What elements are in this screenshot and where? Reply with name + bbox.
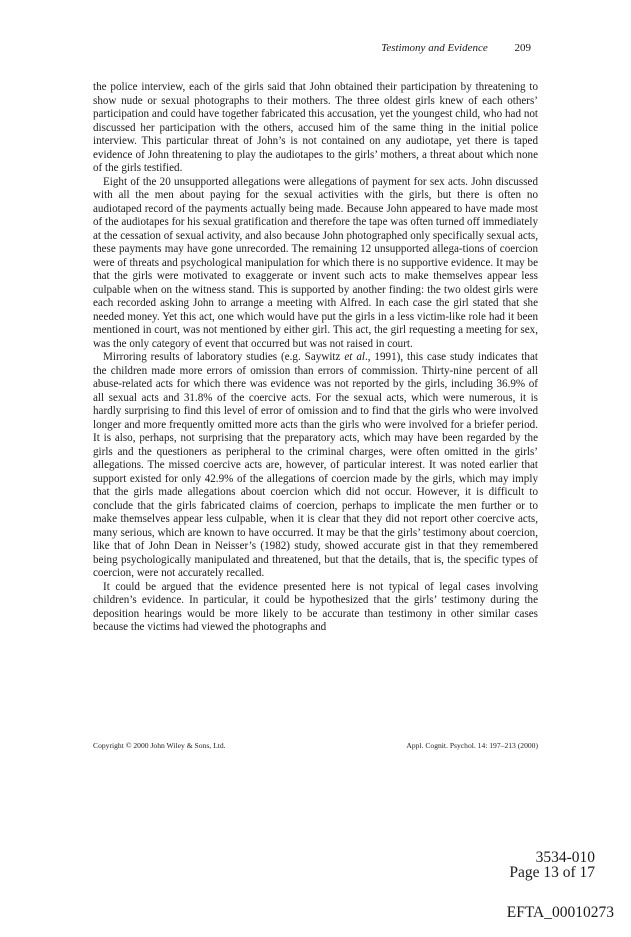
paragraph-1: the police interview, each of the girls said that John obtained their participation by threatening to show nude or sexual photographs to their mothers. The three oldest girls knew of each others’ participation and could have together fabricated this accusation, yet the youngest child, who had not discussed her participation with the others, accused him of the same thing in the initial police interview. This particular threat of John’s is not contained on any audiotape, yet there is taped evidence of John threatening to play the audiotapes to the girls’ mothers, a threat about which none of the girls testified. <box>93 81 538 174</box>
footer-copyright: Copyright © 2000 John Wiley & Sons, Ltd. <box>93 741 226 750</box>
paragraph-4: It could be argued that the evidence presented here is not typical of legal cases involving children’s evidence. In particular, it could be hypothesized that the girls’ testimony during the deposition hearings would be more likely to be accurate than testimony in other similar cases because the victims had viewed the photographs and <box>93 580 538 633</box>
document-number: 3534-010 <box>535 849 595 866</box>
paragraph-3-text-start: Mirroring results of laboratory studies (e.g. Saywitz <box>103 351 345 363</box>
paragraph-3-text-rest: ., 1991), this case study indicates that the children made more errors of omission than errors of commission. Thirty-nine percent of all abuse-related acts for which there was evidence was not reported by the girls, including 36.9% of all sexual acts and 31.8% of the coercive acts. For the sexual acts, which were numerous, it is hardly surprising to find this level of error of omission and to find that the girls who were involved longer and more frequently omitted more acts than the girls who were involved for a briefer period. It is also, perhaps, not surprising that the preparatory acts, which may have been regarded by the girls and the questioners as peripheral to the criminal charges, were often omitted in the girls’ allegations. The missed coercive acts are, however, of particular interest. It was noted earlier that support existed for only 42.9% of the allegations of coercion made by the girls, which may imply that the girls made allegations about coercion which did not occur. However, it is difficult to conclude that the girls fabricated claims of coercion, perhaps to implicate the men further or to make themselves appear less culpable, when it is clear that they did not report other coercive acts, many serious, which are known to have occurred. It may be that the girls’ testimony about coercion, like that of John Dean in Neisser’s (1982) study, showed accurate gist in that they remembered being psychologically manipulated and threatened, but that the details, that is, the specific types of coercion, were not accurately recalled. <box>93 351 538 579</box>
citation-et-al: et al <box>344 351 365 363</box>
footer-citation: Appl. Cognit. Psychol. 14: 197–213 (2000) <box>406 741 538 750</box>
paragraph-3 <box>93 351 538 581</box>
bates-number: EFTA_00010273 <box>506 904 614 921</box>
document-stamp <box>509 850 595 880</box>
running-head-page-number: 209 <box>514 42 531 54</box>
document-page-count: Page 13 of 17 <box>509 864 595 881</box>
paragraph-2: Eight of the 20 unsupported allegations were allegations of payment for sex acts. John discussed with all the men about paying for the sexual activities with the girls, but there is often no audiotaped record of the payments actually being made. Because John appeared to have made most of the audiotapes for his sexual gratification and therefore the tape was often turned off immediately at the cessation of sexual activity, and also because John photographed only specifically sexual acts, these payments may have gone unrecorded. The remaining 12 unsupported allega-tions of coercion were of threats and psychological manipulation for which there is no supportive evidence. It may be that the girls were motivated to exaggerate or invent such acts to make themselves appear less culpable when on the witness stand. This is supported by another finding: the two oldest girls were each recorded asking John to arrange a meeting with Alfred. In each case the girl stated that she needed money. Yet this act, one which would have put the girls in a less victim-like role had it been mentioned in court, was not mentioned by either girl. This act, the girl requesting a meeting for sex, was the only category of event that occurred but was not raised in court. <box>93 175 538 350</box>
running-head-title: Testimony and Evidence <box>381 42 488 54</box>
running-head <box>381 42 531 54</box>
article-body <box>93 81 538 635</box>
